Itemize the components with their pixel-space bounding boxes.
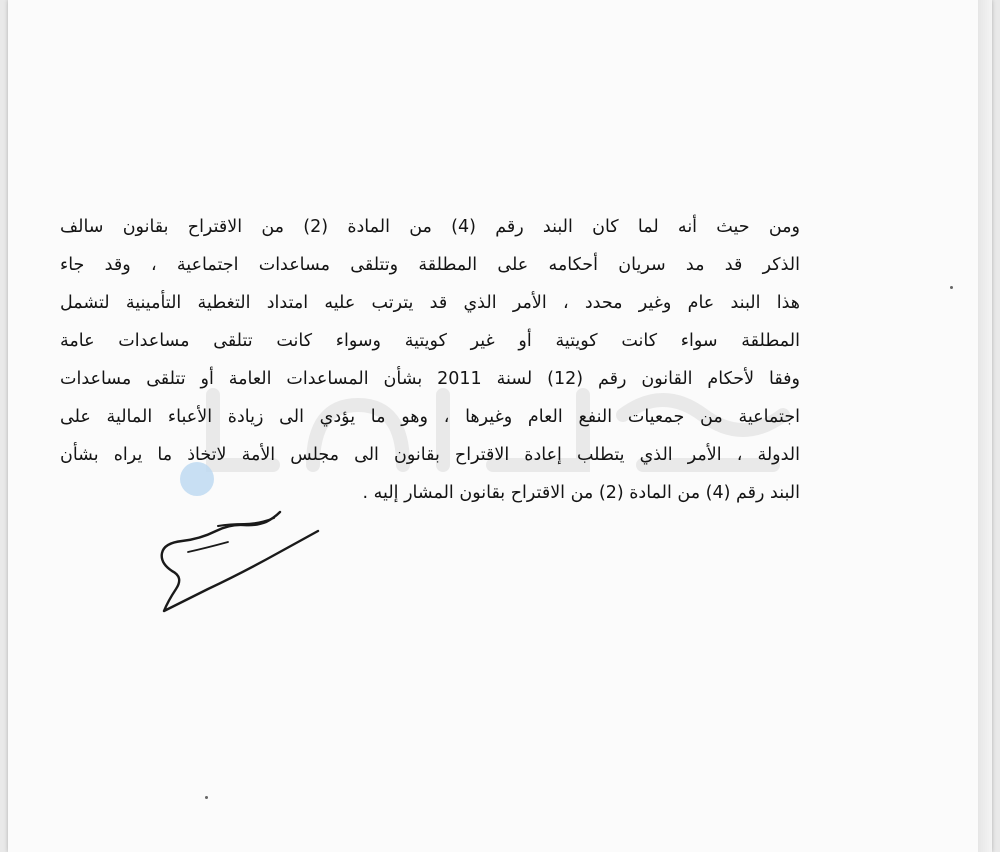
- scan-speck: [205, 796, 208, 799]
- handwritten-signature-icon: [158, 500, 333, 620]
- scan-speck: [950, 286, 953, 289]
- paragraph-line: الدولة ، الأمر الذي يتطلب إعادة الاقتراح بقانون الى مجلس الأمة لاتخاذ ما يراه بشأن: [60, 445, 800, 465]
- letter-paragraph: [60, 208, 800, 512]
- document-page: [8, 0, 992, 852]
- paragraph-line: البند رقم (4) من المادة (2) من الاقتراح بقانون المشار إليه .: [362, 483, 800, 503]
- paragraph-line: الذكر قد مد سريان أحكامه على المطلقة وتتلقى مساعدات اجتماعية ، وقد جاء: [60, 255, 800, 275]
- page-edge-shadow: [978, 0, 992, 852]
- paragraph-line: هذا البند عام وغير محدد ، الأمر الذي قد يترتب عليه امتداد التغطية التأمينية لتشمل: [60, 293, 800, 313]
- paragraph-line: المطلقة سواء كانت كويتية أو غير كويتية وسواء كانت تتلقى مساعدات عامة: [60, 331, 800, 351]
- paragraph-line: ومن حيث أنه لما كان البند رقم (4) من المادة (2) من الاقتراح بقانون سالف: [60, 217, 800, 237]
- paragraph-line: وفقا لأحكام القانون رقم (12) لسنة 2011 بشأن المساعدات العامة أو تتلقى مساعدات: [60, 369, 800, 389]
- paragraph-line: اجتماعية من جمعيات النفع العام وغيرها ، وهو ما يؤدي الى زيادة الأعباء المالية على: [60, 407, 800, 427]
